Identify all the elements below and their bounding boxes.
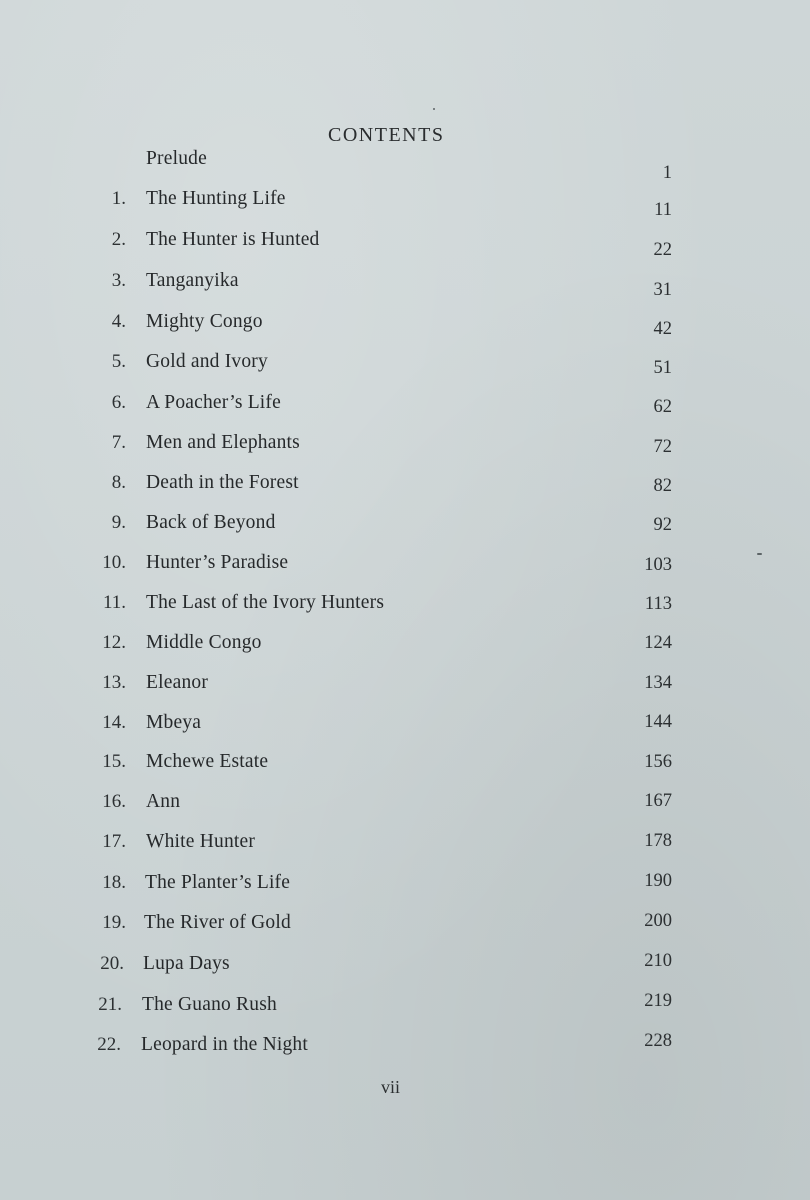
chapter-title: A Poacher’s Life: [146, 392, 281, 413]
chapter-number: 5.: [111, 351, 126, 372]
chapter-number: 22.: [97, 1034, 121, 1055]
chapter-number: 7.: [111, 432, 126, 453]
chapter-title: The Guano Rush: [142, 994, 277, 1015]
chapter-title: Men and Elephants: [146, 432, 300, 453]
chapter-number: 21.: [98, 994, 122, 1015]
chapter-title: Gold and Ivory: [146, 351, 268, 372]
chapter-title: The Hunter is Hunted: [146, 229, 320, 250]
chapter-title: Lupa Days: [143, 953, 230, 974]
chapter-title: Back of Beyond: [146, 512, 276, 533]
chapter-page-number: 219: [644, 991, 672, 1011]
chapter-number: 4.: [111, 311, 126, 332]
chapter-number: 8.: [111, 472, 126, 493]
chapter-page-number: 144: [644, 712, 672, 732]
chapter-number: 3.: [111, 270, 126, 291]
chapter-page-number: 124: [644, 633, 672, 653]
chapter-title: Mchewe Estate: [146, 751, 269, 772]
chapter-title: Ann: [146, 791, 181, 812]
chapter-page-number: 167: [644, 791, 672, 811]
chapter-number: 16.: [102, 791, 126, 812]
chapter-page-number: 156: [644, 752, 672, 772]
chapter-page-number: 42: [653, 319, 672, 339]
chapter-page-number: 200: [644, 911, 672, 931]
chapter-page-number: 1: [662, 163, 672, 183]
chapter-number: 15.: [102, 751, 126, 772]
chapter-number: 17.: [102, 831, 126, 852]
chapter-title: The River of Gold: [144, 912, 291, 933]
chapter-title: Hunter’s Paradise: [146, 552, 289, 573]
ink-speck: [433, 108, 435, 110]
chapter-number: 19.: [102, 912, 126, 933]
chapter-page-number: 82: [653, 476, 672, 496]
chapter-number: 2.: [111, 229, 126, 250]
chapter-page-number: 51: [653, 358, 672, 378]
chapter-page-number: 134: [644, 673, 672, 693]
chapter-number: 18.: [102, 872, 126, 893]
chapter-page-number: 113: [644, 594, 672, 614]
chapter-title: Eleanor: [146, 672, 209, 693]
chapter-title: Prelude: [146, 148, 207, 169]
chapter-number: 20.: [100, 953, 124, 974]
chapter-number: 13.: [102, 672, 126, 693]
chapter-number: 12.: [102, 632, 126, 653]
chapter-page-number: 31: [653, 280, 672, 300]
chapter-number: 6.: [111, 392, 126, 413]
page-folio: vii: [381, 1077, 401, 1097]
chapter-page-number: 210: [644, 951, 672, 971]
chapter-page-number: 190: [644, 871, 672, 891]
contents-heading: CONTENTS: [328, 124, 445, 146]
chapter-page-number: 103: [644, 555, 672, 575]
chapter-page-number: 22: [653, 240, 672, 260]
chapter-number: 10.: [102, 552, 126, 573]
chapter-title: Leopard in the Night: [141, 1034, 308, 1055]
chapter-page-number: 11: [654, 200, 672, 220]
ink-speck: [757, 553, 762, 555]
chapter-page-number: 72: [653, 437, 672, 457]
chapter-number: 1.: [111, 188, 126, 209]
chapter-number: 14.: [102, 712, 126, 733]
chapter-title: The Last of the Ivory Hunters: [146, 592, 385, 613]
chapter-title: The Planter’s Life: [145, 872, 291, 893]
chapter-number: 11.: [102, 592, 126, 613]
chapter-title: Mighty Congo: [146, 311, 263, 332]
chapter-page-number: 62: [653, 397, 672, 417]
chapter-title: Tanganyika: [146, 270, 239, 291]
chapter-title: Death in the Forest: [146, 472, 299, 493]
chapter-page-number: 228: [644, 1031, 672, 1051]
chapter-title: White Hunter: [146, 831, 256, 852]
chapter-title: The Hunting Life: [146, 188, 286, 209]
chapter-title: Middle Congo: [146, 632, 262, 653]
chapter-number: 9.: [111, 512, 126, 533]
chapter-page-number: 92: [653, 515, 672, 535]
chapter-title: Mbeya: [146, 712, 202, 733]
chapter-page-number: 178: [644, 831, 672, 851]
